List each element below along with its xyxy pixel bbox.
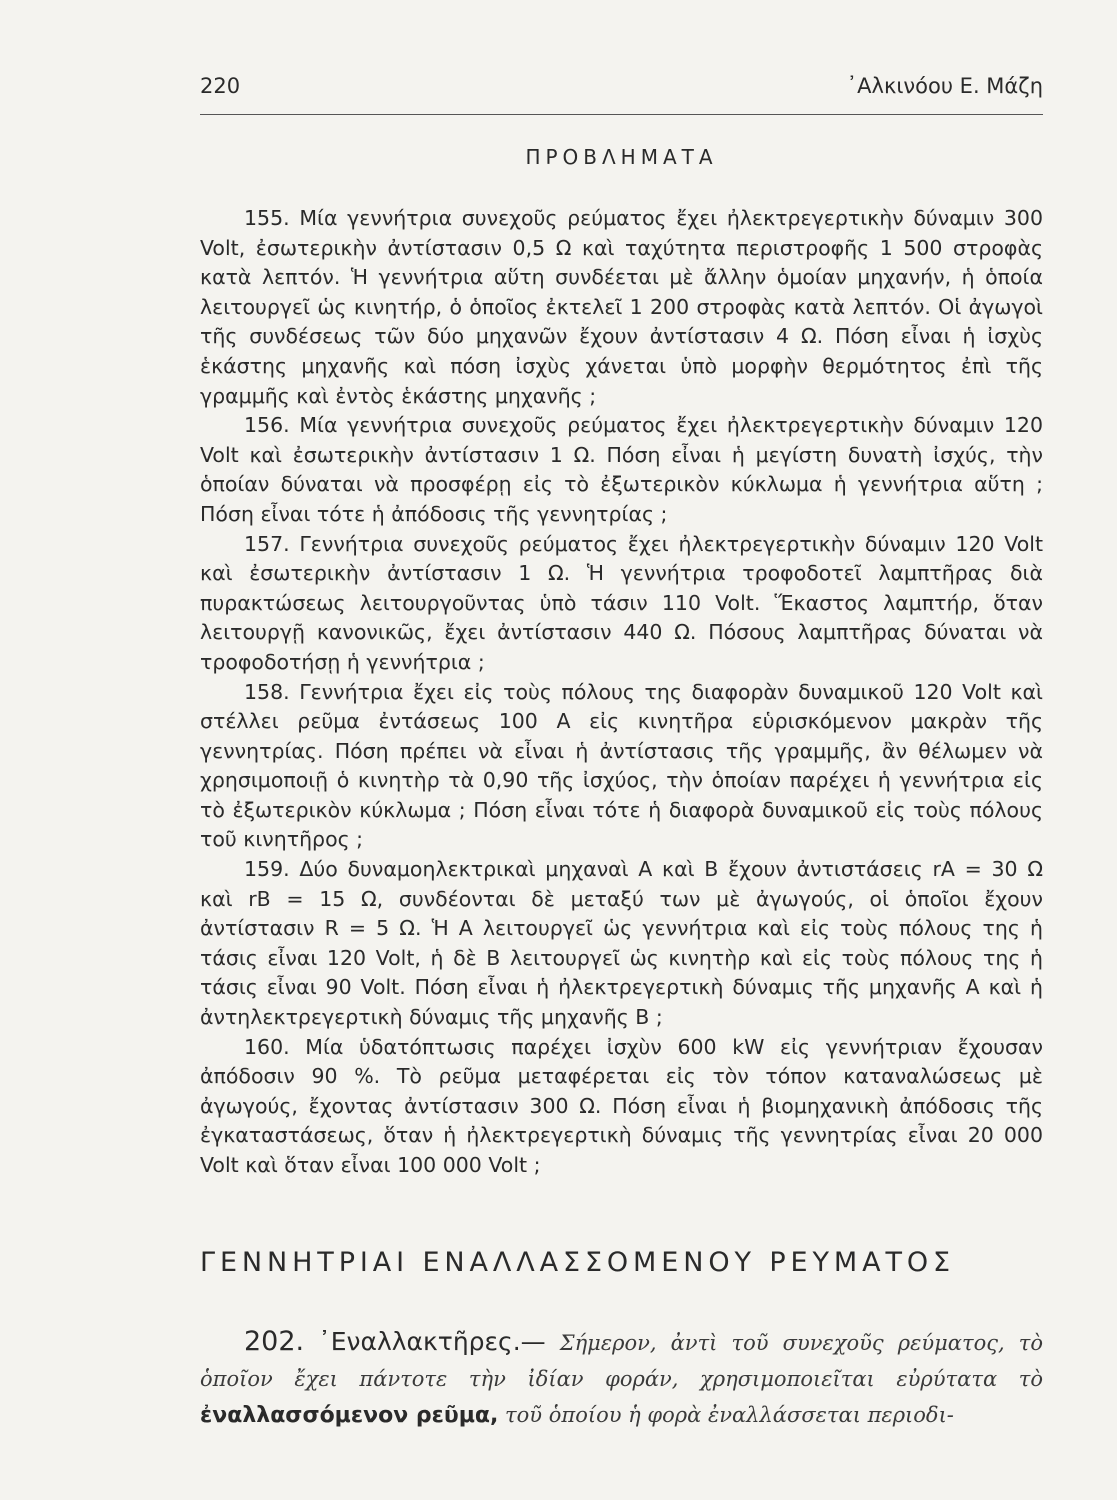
page-header — [200, 74, 1043, 115]
section-title: ΠΡΟΒΛΗΜΑΤΑ — [525, 145, 718, 169]
paragraph-text-after: τοῦ ὁποίου ἡ φορὰ ἐναλλάσσεται περιοδι- — [498, 1403, 954, 1427]
problem-160: 160. Μία ὑδατόπτωσις παρέχει ἰσχὺν 600 kW εἰς γεννήτριαν ἔχουσαν ἀπόδοσιν 90 %. Τὸ ρεῦμα μεταφέρεται εἰς τὸν τόπον καταναλώσεως μὲ ἀγωγούς, ἔχοντας ἀντίστασιν 300 Ω. Πόση εἶναι ἡ βιομηχανικὴ ἀπόδοσις τῆς ἐγκαταστάσεως, ὅταν ἡ ἠλεκτρεγερτικὴ δύναμις τῆς γεννητρίας εἶναι 20 000 Volt καὶ ὅταν εἶναι 100 000 Volt ; — [200, 1034, 1043, 1177]
paragraph-number: 202. — [244, 1326, 305, 1357]
problems-list — [200, 204, 1043, 1181]
problem-159: 159. Δύο δυναμοηλεκτρικαὶ μηχαναὶ A καὶ B ἔχουν ἀντιστάσεις rA = 30 Ω καὶ rB = 15 Ω, συνδέονται δὲ μεταξύ των μὲ ἀγωγούς, οἱ ὁποῖοι ἔχουν ἀντίστασιν R = 5 Ω. Ἡ A λειτουργεῖ ὡς γεννήτρια καὶ εἰς τοὺς πόλους της ἡ τάσις εἶναι 120 Volt, ἡ δὲ B λειτουργεῖ ὡς κινητὴρ καὶ εἰς τοὺς πόλους της ἡ τάσις εἶναι 90 Volt. Πόση εἶναι ἡ ἠλεκτρεγερτικὴ δύναμις τῆς μηχανῆς A καὶ ἡ ἀντηλεκτρεγερτικὴ δύναμις τῆς μηχανῆς B ; — [200, 857, 1043, 1030]
problem-155: 155. Μία γεννήτρια συνεχοῦς ρεύματος ἔχει ἠλεκτρεγερτικὴν δύναμιν 300 Volt, ἐσωτερικὴν ἀντίστασιν 0,5 Ω καὶ ταχύτητα περιστροφῆς 1 500 στροφὰς κατὰ λεπτόν. Ἡ γεννήτρια αὕτη συνδέεται μὲ ἄλλην ὁμοίαν μηχανήν, ἡ ὁποία λειτουργεῖ ὡς κινητήρ, ὁ ὁποῖος ἐκτελεῖ 1 200 στροφὰς κατὰ λεπτόν. Οἱ ἀγωγοὶ τῆς συνδέσεως τῶν δύο μηχανῶν ἔχουν ἀντίστασιν 4 Ω. Πόση εἶναι ἡ ἰσχὺς ἑκάστης μηχανῆς καὶ πόση ἰσχὺς χάνεται ὑπὸ μορφὴν θερμότητος ἐπὶ τῆς γραμμῆς καὶ ἐντὸς ἑκάστης μηχανῆς ; — [200, 206, 1043, 408]
chapter-title: ΓΕΝΝΗΤΡΙΑΙ ΕΝΑΛΛΑΣΣΟΜΕΝΟΥ ΡΕΥΜΑΤΟΣ — [200, 1247, 955, 1278]
problem-158: 158. Γεννήτρια ἔχει εἰς τοὺς πόλους της διαφορὰν δυναμικοῦ 120 Volt καὶ στέλλει ρεῦμα ἐντάσεως 100 A εἰς κινητῆρα εὑρισκόμενον μακρὰν τῆς γεννητρίας. Πόση πρέπει νὰ εἶναι ἡ ἀντίστασις τῆς γραμμῆς, ἂν θέλωμεν νὰ χρησιμοποιῇ ὁ κινητὴρ τὰ 0,90 τῆς ἰσχύος, τὴν ὁποίαν παρέχει ἡ γεννήτρια εἰς τὸ ἐξωτερικὸν κύκλωμα ; Πόση εἶναι τότε ἡ διαφορὰ δυναμικοῦ εἰς τοὺς πόλους τοῦ κινητῆρος ; — [200, 679, 1043, 852]
paragraph-heading: ᾿Εναλλακτῆρες.— — [318, 1327, 546, 1356]
page-number: 220 — [200, 74, 241, 98]
problem-157: 157. Γεννήτρια συνεχοῦς ρεύματος ἔχει ἠλεκτρεγερτικὴν δύναμιν 120 Volt καὶ ἐσωτερικὴν ἀντίστασιν 1 Ω. Ἡ γεννήτρια τροφοδοτεῖ λαμπτῆρας διὰ πυρακτώσεως λειτουργοῦντας ὑπὸ τάσιν 110 Volt. Ἕκαστος λαμπτήρ, ὅταν λειτουργῇ κανονικῶς, ἔχει ἀντίστασιν 440 Ω. Πόσους λαμπτῆρας δύναται νὰ τροφοδοτήσῃ ἡ γεννήτρια ; — [200, 531, 1043, 674]
problem-156: 156. Μία γεννήτρια συνεχοῦς ρεύματος ἔχει ἠλεκτρεγερτικὴν δύναμιν 120 Volt καὶ ἐσωτερικὴν ἀντίστασιν 1 Ω. Πόση εἶναι ἡ μεγίστη δυνατὴ ἰσχύς, τὴν ὁποίαν δύναται νὰ προσφέρῃ εἰς τὸ ἐξωτερικὸν κύκλωμα ἡ γεννήτρια αὕτη ; Πόση εἶναι τότε ἡ ἀπόδοσις τῆς γεννητρίας ; — [200, 413, 1043, 526]
running-head-author: ᾿Αλκινόου Ε. Μάζη — [846, 74, 1043, 98]
paragraph-202 — [200, 1324, 1043, 1434]
paragraph-text-before: Σήμερον, ἀντὶ τοῦ συνεχοῦς ρεύματος, τὸ ὁποῖον ἔχει πάντοτε τὴν ἰδίαν φοράν, χρησιμοποιεῖται εὐρύτατα τὸ — [200, 1331, 1043, 1391]
bold-term: ἐναλλασσόμενον ρεῦμα, — [200, 1403, 499, 1428]
